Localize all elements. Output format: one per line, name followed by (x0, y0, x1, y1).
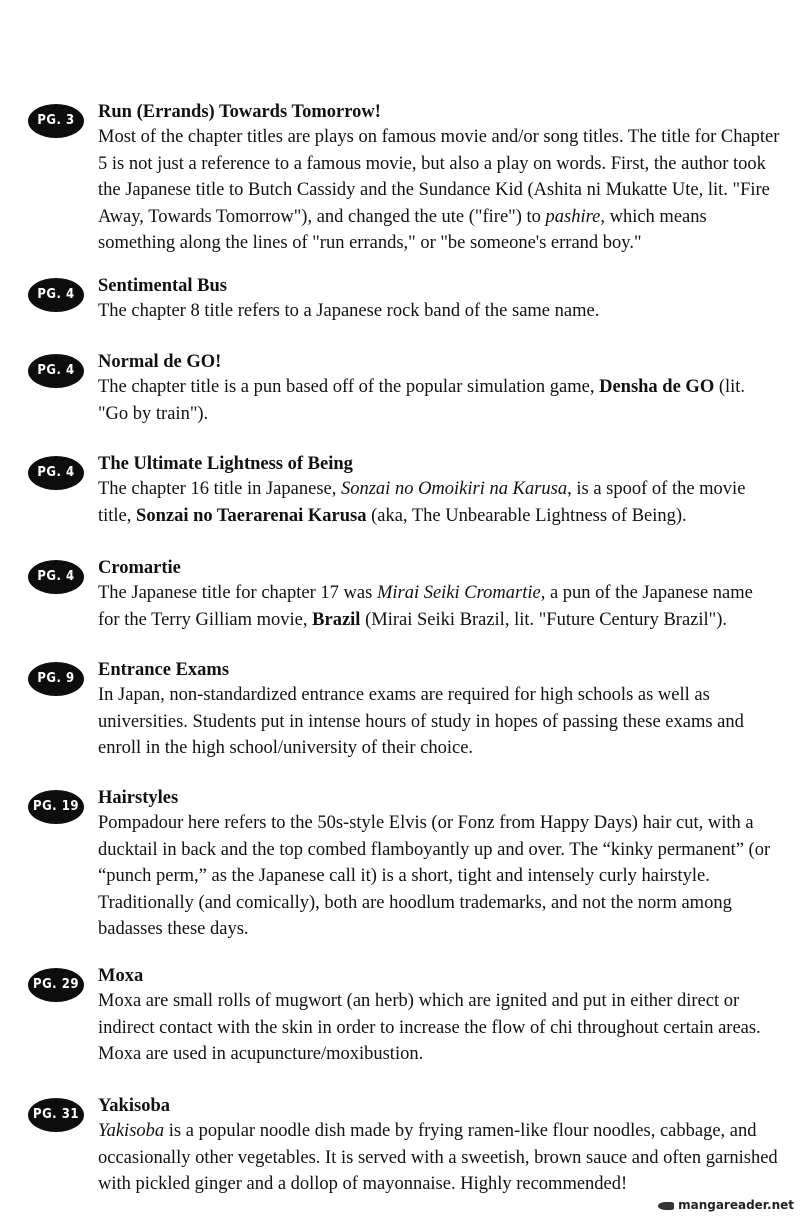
text-run: , a pun of the Japanese name (540, 583, 753, 603)
text-run: the Japanese title to Butch Cassidy and the Sundance Kid (Ashita ni Mukatte Ute, lit. "Fire (98, 180, 770, 200)
page-badge: PG. 29 (28, 968, 84, 1002)
note-body (98, 682, 744, 762)
note-line (98, 1118, 778, 1145)
note-body (98, 374, 745, 427)
note-line (98, 124, 779, 151)
note-title: Sentimental Bus (98, 276, 228, 296)
note-line (98, 503, 745, 530)
note-line (98, 890, 770, 917)
italic-text: Yakisoba (98, 1121, 165, 1141)
note-line (98, 682, 744, 709)
note-title: Cromartie (98, 558, 181, 578)
note-line (98, 298, 599, 325)
note-body (98, 988, 761, 1068)
note-body (98, 810, 770, 943)
text-run: , which means (600, 206, 707, 227)
text-run: The chapter 8 title refers to a Japanese rock band of the same name. (98, 301, 600, 321)
note-line (98, 1145, 778, 1172)
italic-text: Mirai Seiki Cromartie (376, 583, 541, 603)
text-run: Most of the chapter titles are plays on famous movie and/or song titles. The title for Chapter (98, 127, 780, 147)
page-badge: PG. 31 (28, 1098, 84, 1132)
note-body (98, 580, 753, 633)
text-run: (aka, The Unbearable Lightness of Being). (366, 505, 687, 526)
text-run: , is a spoof of the movie (567, 479, 746, 499)
page-badge: PG. 19 (28, 790, 84, 824)
text-run: “punch perm,” as the Japanese call it) is a short, tight and intensely curly hairstyle. (98, 866, 710, 886)
text-run: for the Terry Gilliam movie, (98, 609, 313, 630)
text-run: Pompadour here refers to the 50s-style Elvis (or Fonz from Happy Days) hair cut, with a (98, 813, 754, 833)
text-run: universities. Students put in intense hours of study in hopes of passing these exams and (98, 711, 744, 732)
bold-text: Brazil (312, 609, 361, 630)
text-run: 5 is not just a reference to a famous movie, but also a play on words. First, the author took (98, 153, 766, 174)
note-line (98, 374, 745, 401)
text-run: with pickled ginger and a dollop of mayonnaise. Highly recommended! (98, 1174, 628, 1194)
note-body (98, 1118, 778, 1198)
page-badge: PG. 4 (28, 560, 84, 594)
italic-text: pashire (545, 206, 601, 227)
page-badge: PG. 4 (28, 278, 84, 312)
page-badge: PG. 4 (28, 456, 84, 490)
text-run: Moxa are small rolls of mugwort (an herb) which are ignited and put in either direct or (98, 991, 740, 1011)
text-run: is a popular noodle dish made by frying ramen-like flour noodles, cabbage, and (164, 1121, 757, 1141)
note-line (98, 810, 770, 837)
note-title: Run (Errands) Towards Tomorrow! (98, 102, 381, 122)
text-run: "Go by train"). (98, 403, 209, 424)
note-title: Yakisoba (98, 1096, 170, 1116)
bold-text: Densha de GO (599, 377, 715, 397)
note-body (98, 476, 745, 529)
text-run: The chapter 16 title in Japanese, (98, 479, 341, 499)
text-run: something along the lines of "run errands," or "be someone's errand boy." (98, 233, 642, 253)
note-line (98, 1041, 761, 1068)
page-badge: PG. 3 (28, 104, 84, 138)
note-line (98, 863, 770, 890)
note-line (98, 1171, 778, 1198)
text-run: Moxa are used in acupuncture/moxibustion. (98, 1044, 424, 1064)
text-run: ducktail in back and the top combed flamboyantly up and over. The “kinky permanent” (or (98, 839, 771, 860)
watermark (658, 1198, 794, 1212)
note-line (98, 988, 761, 1015)
note-line (98, 1015, 761, 1042)
watermark-text: mangareader.net (678, 1198, 794, 1212)
note-title: Hairstyles (98, 788, 179, 808)
note-line (98, 709, 744, 736)
text-run: Traditionally (and comically), both are hoodlum trademarks, and not the norm among (98, 892, 732, 913)
note-line (98, 735, 744, 762)
text-run: In Japan, non-standardized entrance exams are required for high schools as well as (98, 685, 710, 705)
note-title: Moxa (98, 966, 144, 986)
note-line (98, 230, 779, 257)
note-line (98, 580, 753, 607)
page-badge: PG. 9 (28, 662, 84, 696)
text-run: badasses these days. (98, 919, 249, 939)
text-run: title, (98, 505, 137, 526)
note-line (98, 204, 779, 231)
text-run: (lit. (714, 377, 746, 397)
note-title: The Ultimate Lightness of Being (98, 454, 353, 474)
text-run: Away, Towards Tomorrow"), and changed the ute ("fire") to (98, 206, 546, 227)
note-line (98, 476, 745, 503)
note-title: Entrance Exams (98, 660, 230, 680)
note-line (98, 151, 779, 178)
note-line (98, 177, 779, 204)
text-run: occasionally other vegetables. It is served with a sweetish, brown sauce and often garnished (98, 1147, 778, 1168)
note-line (98, 916, 770, 943)
text-run: The chapter title is a pun based off of the popular simulation game, (98, 377, 600, 397)
note-line (98, 607, 753, 634)
text-run: indirect contact with the skin in order to increase the flow of chi throughout certain areas. (98, 1017, 761, 1038)
note-body (98, 124, 779, 257)
note-line (98, 401, 745, 428)
note-line (98, 837, 770, 864)
text-run: (Mirai Seiki Brazil, lit. "Future Century Brazil"). (360, 609, 727, 630)
text-run: The Japanese title for chapter 17 was (98, 583, 377, 603)
text-run: enroll in the high school/university of their choice. (98, 738, 474, 758)
fish-logo-icon (658, 1202, 674, 1210)
note-body (98, 298, 599, 325)
italic-text: Sonzai no Omoikiri na Karusa (340, 479, 568, 499)
note-title: Normal de GO! (98, 352, 222, 372)
page-badge: PG. 4 (28, 354, 84, 388)
bold-text: Sonzai no Taerarenai Karusa (136, 505, 367, 526)
